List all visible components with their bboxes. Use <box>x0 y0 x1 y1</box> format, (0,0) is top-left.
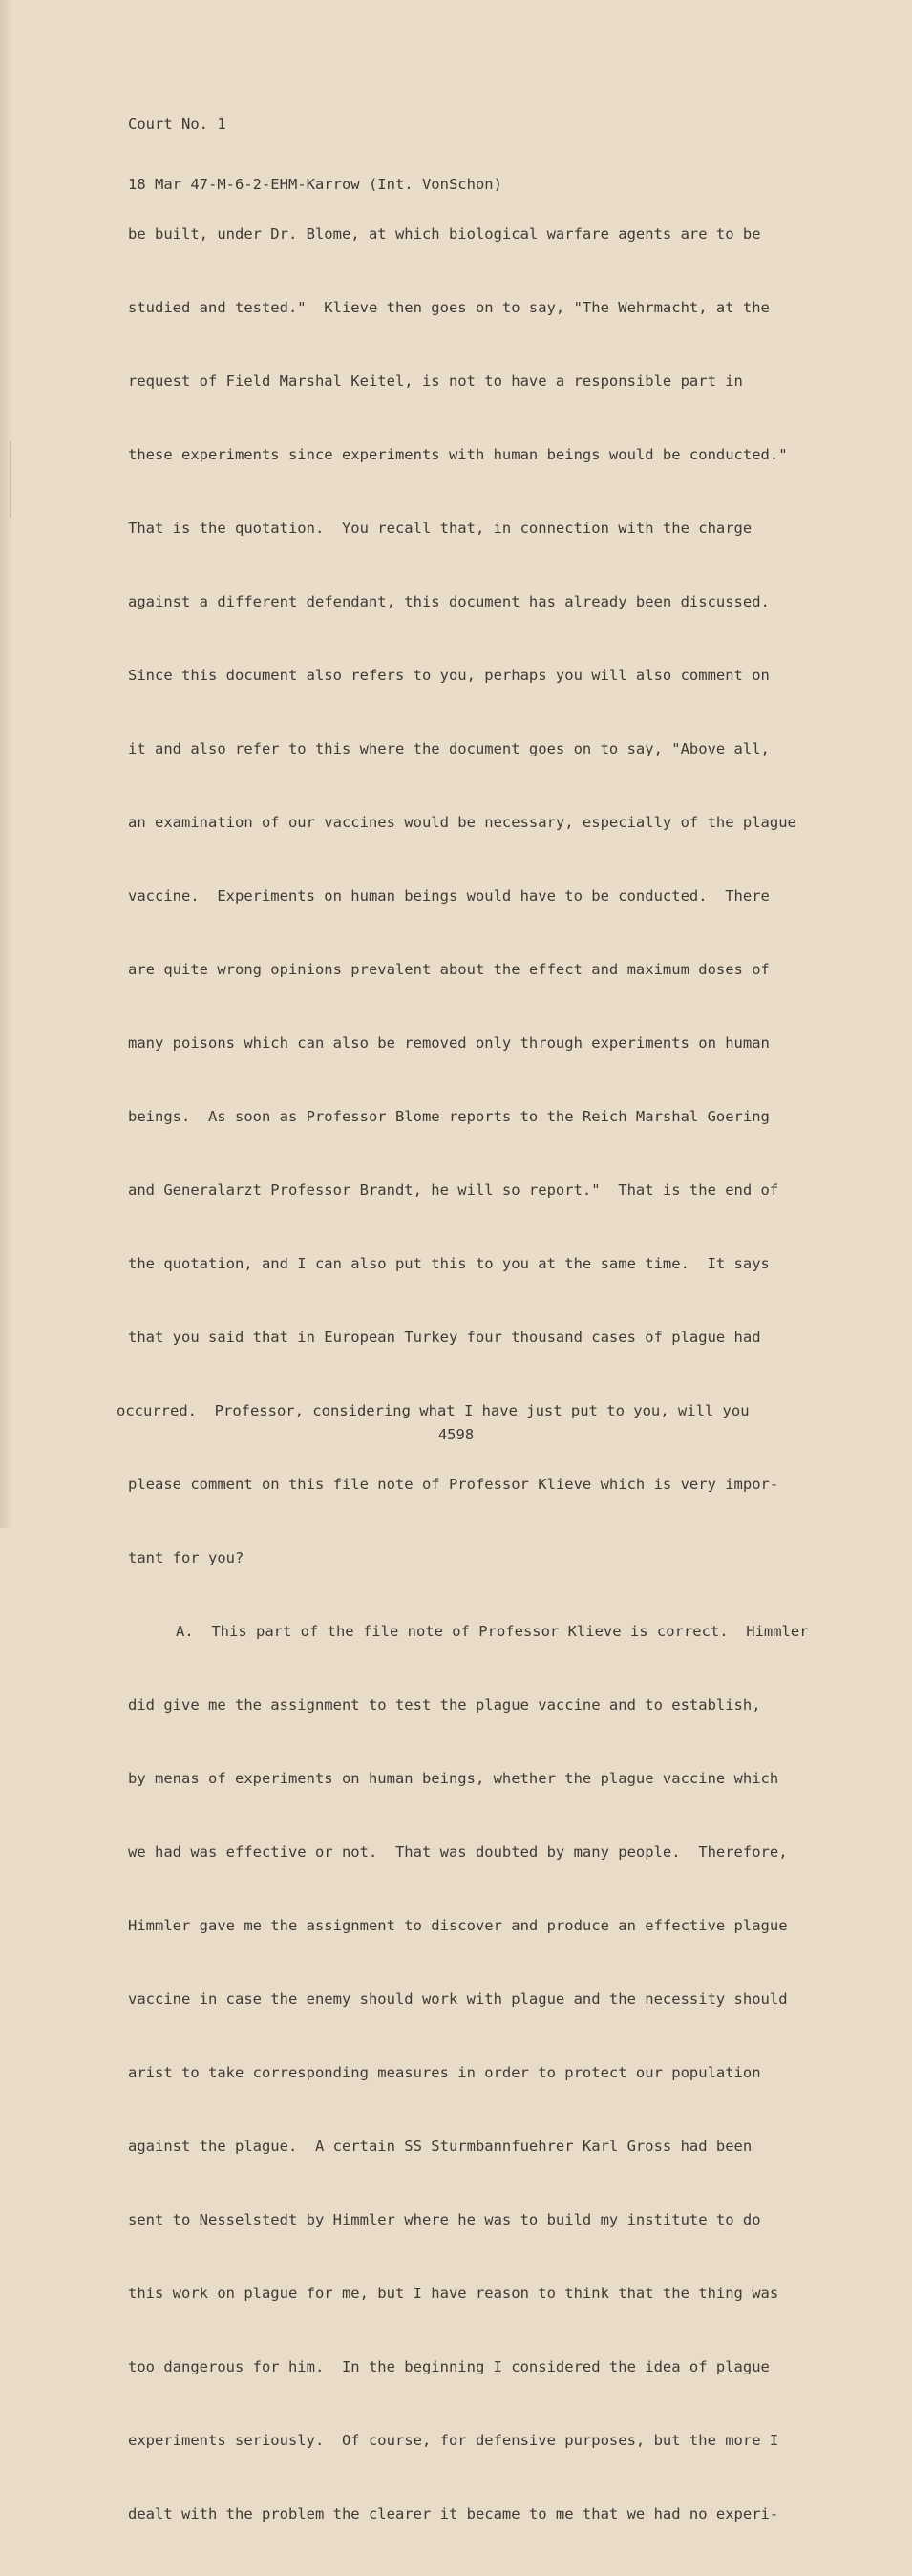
text-line: by menas of experiments on human beings, whether the plague vaccine which <box>128 1770 779 1787</box>
text-line: tant for you? <box>128 1549 244 1566</box>
text-line: this work on plague for me, but I have reason to think that the thing was <box>128 2285 779 2302</box>
text-line: That is the quotation. You recall that, in connection with the charge <box>128 520 753 537</box>
transcript-body <box>117 188 882 2576</box>
text-line: request of Field Marshal Keitel, is not to have a responsible part in <box>128 373 743 390</box>
transcript-reference: 18 Mar 47-M-6-2-EHM-Karrow (Int. VonSchon) <box>128 176 502 193</box>
text-line: against a different defendant, this document has already been discussed. <box>128 593 770 610</box>
text-line: are quite wrong opinions prevalent about the effect and maximum doses of <box>128 961 770 978</box>
text-line: arist to take corresponding measures in order to protect our population <box>128 2064 761 2081</box>
text-line: sent to Nesselstedt by Himmler where he was to build my institute to do <box>128 2211 761 2228</box>
text-line: experiments seriously. Of course, for defensive purposes, but the more I <box>128 2432 779 2449</box>
text-line: too dangerous for him. In the beginning I considered the idea of plague <box>128 2358 770 2375</box>
text-line: an examination of our vaccines would be necessary, especially of the plague <box>128 814 796 831</box>
text-line: that you said that in European Turkey four thousand cases of plague had <box>128 1329 761 1346</box>
text-line: vaccine. Experiments on human beings would have to be conducted. There <box>128 887 770 905</box>
text-line: dealt with the problem the clearer it became to me that we had no experi- <box>128 2505 779 2523</box>
text-line: against the plague. A certain SS Sturmbannfuehrer Karl Gross had been <box>128 2138 753 2155</box>
answer-paragraph-start: A. This part of the file note of Professor Klieve is correct. Himmler <box>176 1623 809 1640</box>
page-edge-shadow <box>0 0 13 1528</box>
text-line: occurred. Professor, considering what I have just put to you, will you <box>117 1402 750 1419</box>
text-line: Himmler gave me the assignment to discover and produce an effective plague <box>128 1917 788 1934</box>
text-line: it and also refer to this where the document goes on to say, "Above all, <box>128 740 770 757</box>
text-line: did give me the assignment to test the plague vaccine and to establish, <box>128 1696 761 1714</box>
text-line: be built, under Dr. Blome, at which biological warfare agents are to be <box>128 225 761 243</box>
text-line: many poisons which can also be removed only through experiments on human <box>128 1034 770 1052</box>
text-line: these experiments since experiments with human beings would be conducted." <box>128 446 788 463</box>
text-line: we had was effective or not. That was doubted by many people. Therefore, <box>128 1843 788 1861</box>
paper-fold-mark <box>10 441 11 518</box>
text-line: Since this document also refers to you, perhaps you will also comment on <box>128 667 770 684</box>
text-line: and Generalarzt Professor Brandt, he will so report." That is the end of <box>128 1182 779 1199</box>
text-line: studied and tested." Klieve then goes on to say, "The Wehrmacht, at the <box>128 299 770 316</box>
text-line: vaccine in case the enemy should work with plague and the necessity should <box>128 1991 788 2008</box>
text-line: the quotation, and I can also put this to you at the same time. It says <box>128 1255 770 1272</box>
court-label: Court No. 1 <box>128 116 226 133</box>
text-line: please comment on this file note of Professor Klieve which is very impor- <box>128 1476 779 1493</box>
text-line: beings. As soon as Professor Blome reports to the Reich Marshal Goering <box>128 1108 770 1125</box>
page-number: 4598 <box>437 1426 475 1443</box>
